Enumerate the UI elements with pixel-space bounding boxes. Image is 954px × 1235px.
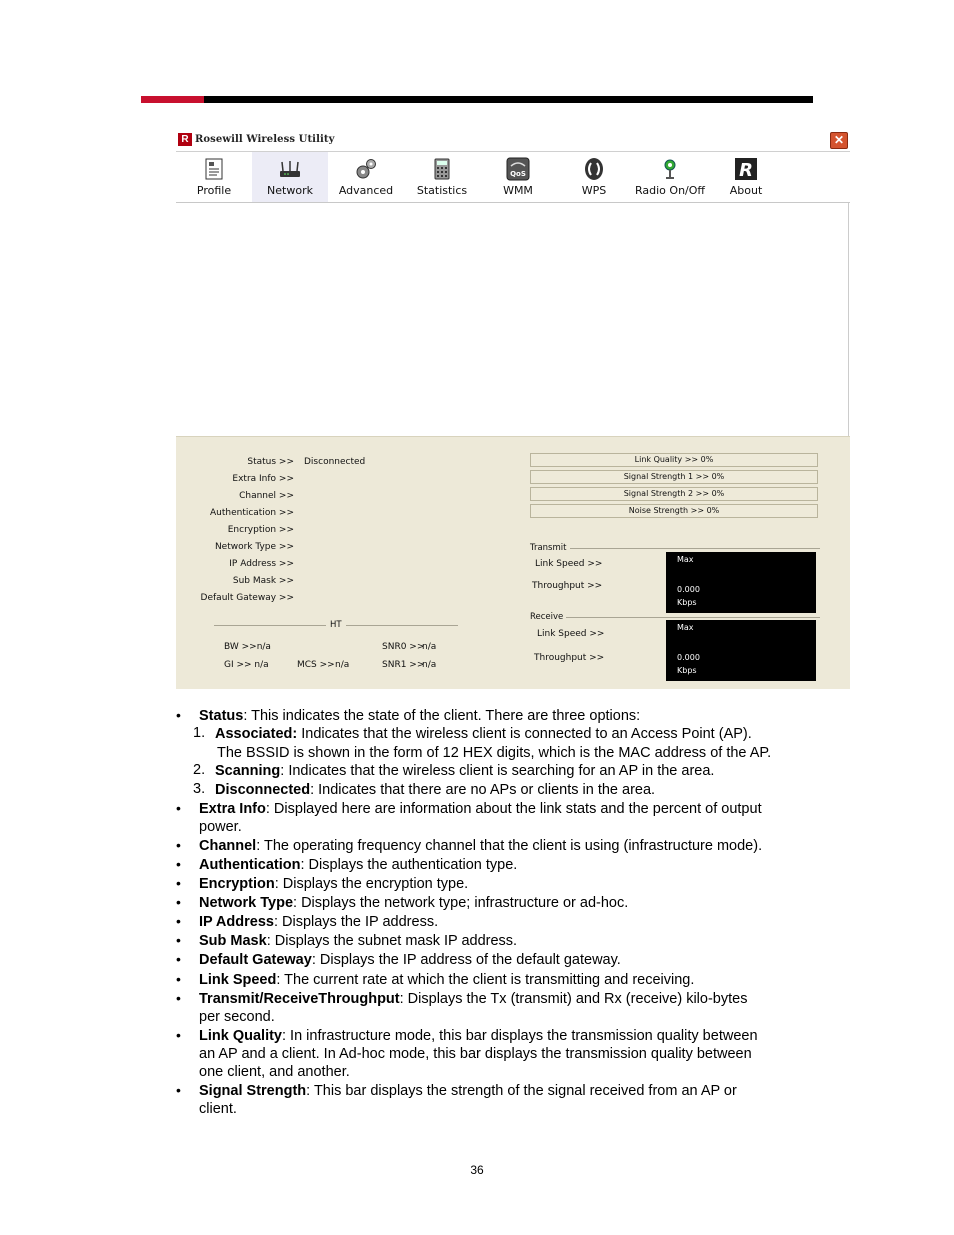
throughput-item	[199, 990, 747, 1008]
desc: : Displays the network type; infrastructure or ad-hoc.	[293, 895, 629, 911]
statistics-icon	[430, 157, 454, 181]
tab-statistics[interactable]	[404, 152, 480, 202]
list-number: 2.	[193, 762, 206, 778]
signal-strength-1-bar: Signal Strength 1 >> 0%	[530, 470, 818, 484]
receive-divider	[566, 617, 820, 618]
desc: : Indicates that there are no APs or clients in the area.	[310, 782, 656, 798]
desc: Indicates that the wireless client is connected to an Access Point (AP).	[297, 726, 752, 742]
tab-network[interactable]	[252, 152, 328, 202]
ip-address-label: IP Address >>	[229, 559, 294, 569]
receive-throughput-label: Throughput >>	[534, 653, 605, 663]
toolbar	[176, 152, 850, 203]
receive-value: 0.000	[677, 653, 700, 662]
term: IP Address	[199, 914, 274, 930]
term: Link Speed	[199, 972, 277, 988]
tab-label: WMM	[503, 184, 533, 197]
desc: : Displays the encryption type.	[274, 876, 469, 892]
desc: : Displays the Tx (transmit) and Rx (receive) kilo-bytes	[399, 991, 748, 1007]
status-panel	[176, 436, 850, 689]
term: Signal Strength	[199, 1083, 307, 1099]
tab-radio-on-off[interactable]	[632, 152, 708, 202]
desc: : Displayed here are information about the link stats and the percent of output	[265, 801, 762, 817]
wmm-icon	[506, 157, 530, 181]
header-rule-black	[204, 96, 813, 103]
list-number: 3.	[193, 781, 206, 797]
channel-item	[199, 837, 762, 855]
term: Sub Mask	[199, 933, 267, 949]
transmit-unit: Kbps	[677, 598, 697, 607]
link-speed-item	[199, 971, 694, 989]
link-quality-item-cont2: one client, and another.	[199, 1064, 350, 1080]
title-bar	[176, 130, 850, 152]
extra-info-item-cont: power.	[199, 819, 242, 835]
wmm-icon-text: QoS	[510, 170, 526, 178]
bullet: •	[176, 875, 181, 891]
receive-link-speed-label: Link Speed >>	[537, 629, 605, 639]
term: Transmit/ReceiveThroughput	[199, 991, 400, 1007]
sub-mask-label: Sub Mask >>	[232, 576, 294, 586]
throughput-item-cont: per second.	[199, 1009, 275, 1025]
app-logo-icon: R	[178, 133, 192, 146]
default-gateway-item	[199, 951, 621, 969]
bullet: •	[176, 1082, 181, 1098]
bullet: •	[176, 800, 181, 816]
associated-item-cont: The BSSID is shown in the form of 12 HEX digits, which is the MAC address of the AP.	[217, 745, 772, 761]
mcs-label: MCS >>	[297, 660, 335, 670]
term: Status	[199, 708, 244, 724]
snr0-value: n/a	[422, 642, 437, 652]
wps-icon	[582, 157, 606, 181]
term: Extra Info	[199, 801, 266, 817]
encryption-label: Encryption >>	[227, 525, 294, 535]
desc: : Displays the IP address of the default gateway.	[311, 952, 621, 968]
network-type-label: Network Type >>	[214, 542, 294, 552]
desc: : Displays the authentication type.	[300, 857, 518, 873]
term: Associated:	[215, 726, 298, 742]
bullet: •	[176, 1027, 181, 1043]
desc: : This bar displays the strength of the signal received from an AP or	[306, 1083, 737, 1099]
bullet: •	[176, 894, 181, 910]
tab-label: Profile	[196, 184, 232, 197]
tab-wmm[interactable]	[480, 152, 556, 202]
tab-profile[interactable]	[176, 152, 252, 202]
snr1-value: n/a	[422, 660, 437, 670]
transmit-title: Transmit	[530, 543, 567, 553]
receive-title: Receive	[530, 612, 564, 622]
term: Default Gateway	[199, 952, 312, 968]
noise-strength-bar: Noise Strength >> 0%	[530, 504, 818, 518]
term: Link Quality	[199, 1028, 282, 1044]
utility-window	[176, 130, 850, 688]
term: Authentication	[199, 857, 301, 873]
link-quality-bar: Link Quality >> 0%	[530, 453, 818, 467]
bullet: •	[176, 856, 181, 872]
ht-title: HT	[330, 620, 342, 630]
receive-unit: Kbps	[677, 666, 697, 675]
transmit-link-speed-label: Link Speed >>	[535, 559, 603, 569]
desc: : The current rate at which the client is transmitting and receiving.	[276, 972, 695, 988]
transmit-throughput-label: Throughput >>	[532, 581, 603, 591]
window-title: Rosewill Wireless Utility	[195, 134, 335, 145]
link-quality-item-cont: an AP and a client. In Ad-hoc mode, this bar displays the transmission quality between	[199, 1046, 752, 1062]
extra-info-item	[199, 800, 762, 818]
signal-strength-item	[199, 1082, 737, 1100]
link-quality-item	[199, 1027, 758, 1045]
about-icon-text: R	[739, 160, 753, 181]
tab-advanced[interactable]	[328, 152, 404, 202]
network-list-area[interactable]	[176, 203, 849, 436]
profile-icon	[202, 157, 226, 181]
tab-label: Advanced	[338, 184, 394, 197]
tab-label: Statistics	[416, 184, 468, 197]
tab-label: Radio On/Off	[635, 184, 705, 197]
default-gateway-label: Default Gateway >>	[200, 593, 294, 603]
encryption-item	[199, 875, 468, 893]
snr0-label: SNR0 >>	[382, 642, 425, 652]
transmit-divider	[570, 548, 820, 549]
term: Channel	[199, 838, 257, 854]
network-type-item	[199, 894, 628, 912]
desc: : In infrastructure mode, this bar displays the transmission quality between	[282, 1028, 758, 1044]
status-item	[199, 707, 640, 725]
signal-strength-item-cont: client.	[199, 1101, 237, 1117]
desc: : This indicates the state of the client. There are three options:	[243, 708, 641, 724]
bullet: •	[176, 971, 181, 987]
advanced-icon	[354, 157, 378, 181]
tab-wps[interactable]	[556, 152, 632, 202]
desc: : Indicates that the wireless client is searching for an AP in the area.	[280, 763, 715, 779]
channel-label: Channel >>	[239, 491, 294, 501]
receive-graph	[666, 620, 816, 681]
bullet: •	[176, 932, 181, 948]
term: Scanning	[215, 763, 281, 779]
bullet: •	[176, 913, 181, 929]
bw-label: BW >>n/a	[224, 642, 271, 652]
transmit-max: Max	[677, 555, 694, 564]
ht-divider-left	[214, 625, 326, 626]
mcs-value: n/a	[335, 660, 350, 670]
tab-label: About	[729, 184, 763, 197]
desc: : Displays the subnet mask IP address.	[266, 933, 518, 949]
list-number: 1.	[193, 725, 206, 741]
term: Disconnected	[215, 782, 311, 798]
scanning-item	[215, 762, 714, 780]
desc: : Displays the IP address.	[273, 914, 439, 930]
ht-divider-right	[346, 625, 458, 626]
extra-info-label: Extra Info >>	[232, 474, 294, 484]
header-rule-red	[141, 96, 204, 103]
authentication-label: Authentication >>	[209, 508, 294, 518]
gi-label: GI >> n/a	[224, 660, 269, 670]
receive-max: Max	[677, 623, 694, 632]
tab-label: WPS	[581, 184, 607, 197]
about-icon	[734, 157, 758, 181]
close-button[interactable]: ✕	[830, 132, 848, 149]
radio-icon	[658, 157, 682, 181]
bullet: •	[176, 990, 181, 1006]
tab-about[interactable]	[708, 152, 784, 202]
status-label: Status >>	[247, 457, 294, 467]
sub-mask-item	[199, 932, 517, 950]
status-value: Disconnected	[304, 457, 366, 467]
bullet: •	[176, 707, 181, 723]
transmit-graph	[666, 552, 816, 613]
desc: : The operating frequency channel that the client is using (infrastructure mode).	[256, 838, 763, 854]
disconnected-item	[215, 781, 655, 799]
tab-label: Network	[267, 184, 313, 197]
ip-address-item	[199, 913, 438, 931]
network-icon	[278, 157, 302, 181]
transmit-value: 0.000	[677, 585, 700, 594]
bullet: •	[176, 951, 181, 967]
term: Encryption	[199, 876, 275, 892]
associated-item	[215, 725, 752, 743]
signal-strength-2-bar: Signal Strength 2 >> 0%	[530, 487, 818, 501]
bullet: •	[176, 837, 181, 853]
page-number: 36	[470, 1163, 484, 1177]
authentication-item	[199, 856, 517, 874]
snr1-label: SNR1 >>	[382, 660, 425, 670]
term: Network Type	[199, 895, 294, 911]
